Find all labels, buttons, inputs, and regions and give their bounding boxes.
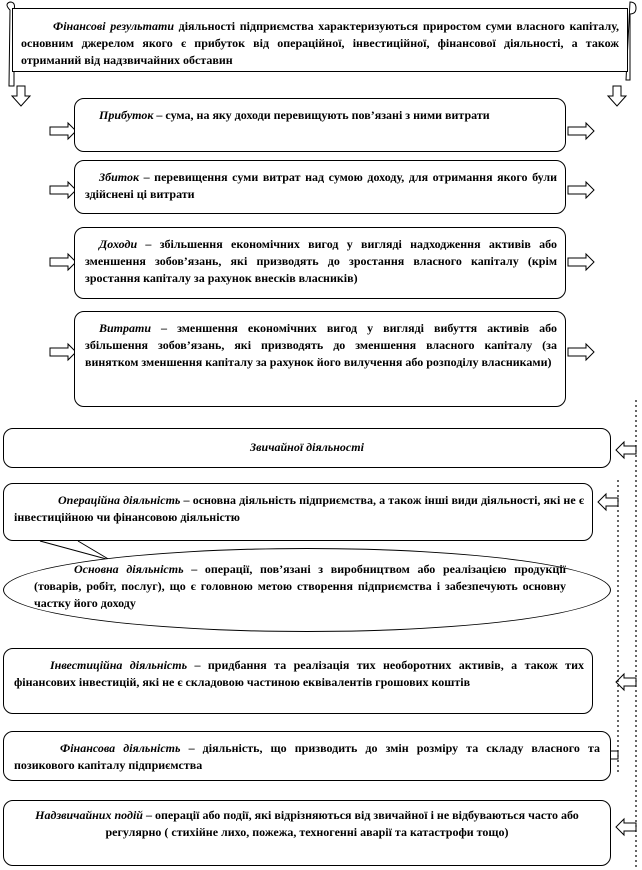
definition-box-loss [74, 160, 566, 214]
left-arrow-1 [50, 123, 76, 139]
definition-term: Витрати [99, 321, 152, 335]
operating-activity-term: Операційна діяльність [58, 493, 181, 507]
right-in-arrow-ordinary [616, 442, 636, 458]
definition-text: – збільшення економічних вигод у вигляді надходження активів або зменшення зобов’язань, які призводять до зростання власного капіталу (крім зростання капіталу за рахунок внесків власників) [85, 237, 557, 285]
financing-activity-box [3, 731, 611, 781]
down-arrow-right [608, 86, 626, 106]
definition-term: Прибуток [99, 108, 154, 122]
right-arrow-3 [568, 254, 594, 270]
definition-box-income [74, 227, 566, 299]
financing-activity-term: Фінансова діяльність [60, 741, 181, 755]
extraordinary-events-term: Надзвичайних подій [35, 808, 143, 822]
ordinary-activity-title: Звичайної діяльності [250, 440, 364, 454]
investing-activity-box [3, 648, 593, 714]
right-in-arrow-investing [616, 674, 636, 690]
investing-activity-term: Інвестиційна діяльність [50, 658, 188, 672]
right-arrow-2 [568, 182, 594, 198]
operating-activity-box [3, 483, 593, 541]
right-arrow-1 [568, 123, 594, 139]
left-arrow-3 [50, 254, 76, 270]
callout-tail [40, 541, 110, 560]
extraordinary-events-box [3, 800, 611, 866]
definition-box-profit [74, 98, 566, 152]
financial-results-term: Фінансові результати [53, 19, 174, 33]
financing-activity-text: – діяльність, що призводить до змін розміру та складу власного та позикового капіталу підприємства [14, 741, 600, 772]
definition-box-expenses [74, 311, 566, 407]
definition-text: – перевищення суми витрат над сумою доходу, для отримання якого були здійснені ці витрати [85, 170, 557, 201]
core-activity-term: Основна діяльність [74, 562, 184, 576]
core-activity-text: – операції, пов’язані з виробництвом або реалізацією продукції (товарів, робіт, послуг), що є головною метою створення підприємства і забезпечують основну частку його доходу [34, 562, 566, 610]
ordinary-activity-box [3, 428, 611, 468]
right-in-arrow-extraordinary [616, 819, 636, 835]
core-activity-ellipse [3, 548, 611, 632]
down-arrow-left [12, 86, 30, 106]
operating-activity-text: – основна діяльність підприємства, а також інші види діяльності, які не є інвестиційною чи фінансовою діяльністю [14, 493, 584, 524]
investing-activity-text: – придбання та реалізація тих необоротних активів, а також тих фінансових інвестицій, які не є складовою частиною еквівалентів грошових коштів [14, 658, 584, 689]
right-in-arrow-operating [598, 494, 618, 510]
definition-text: – зменшення економічних вигод у вигляді вибуття активів або збільшення зобов’язань, які призводять до зменшення власного капіталу (за винятком зменшення капіталу за рахунок його вилучення або розподілу власниками) [85, 321, 557, 369]
left-arrow-2 [50, 182, 76, 198]
right-arrow-4 [568, 344, 594, 360]
financial-results-box [12, 8, 628, 72]
definition-term: Збиток [99, 170, 140, 184]
extraordinary-events-text: – операції або події, які відрізняються від звичайної і не відбуваються часто або регулярно ( стихійне лихо, пожежа, техногенні аварії та катастрофи тощо) [105, 808, 579, 839]
definition-term: Доходи [99, 237, 138, 251]
left-arrow-4 [50, 344, 76, 360]
financial-results-text: діяльності підприємства характеризуються приростом суми власного капіталу, основним джерелом якого є прибуток від операційної, інвестиційної, фінансової діяльності, а також отриманий від надзвичайних обставин [21, 19, 619, 67]
definition-text: – сума, на яку доходи перевищують пов’язані з ними витрати [153, 108, 490, 122]
